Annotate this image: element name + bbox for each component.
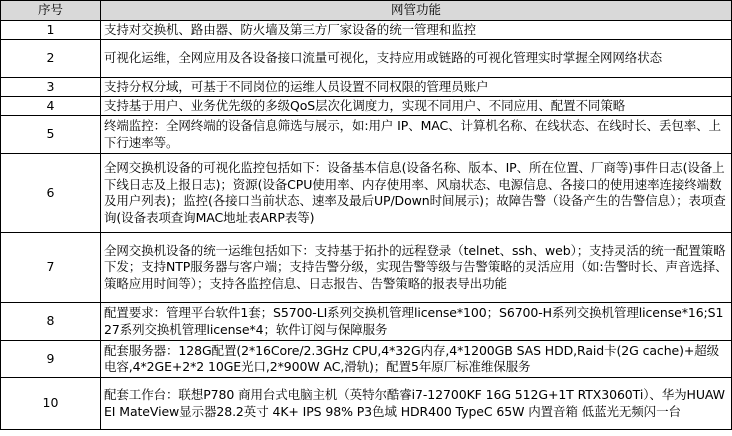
row-number: 8 bbox=[1, 303, 101, 341]
function-text: 配套服务器：128G配置(2*16Core/2.3GHz CPU,4*32G内存,4*1200GB SAS HDD,Raid卡(2G cache)+超级电容,4*2GE+2*2 10GE光口,2*900W AC,滑轨)；配置5年原厂标准维保服务 bbox=[104, 342, 720, 374]
function-text: 全网交换机设备的可视化监控包括如下：设备基本信息(设备名称、版本、IP、所在位置、厂商等)事件日志(设备上下线日志及上报日志)；资源(设备CPU使用率、内存使用率、风扇状态、电源信息、各接口的使用速率连接终端数及用户列表)；监控(各接口当前状态、速率及最后UP/Down时间展示)；故障告警（设备产生的告警信息）；表项查询(设备表项查询MAC地址表ARP表等) bbox=[104, 160, 726, 225]
function-text: 可视化运维，全网应用及各设备接口流量可视化，支持应用或链路的可视化管理实时掌握全网网络状态 bbox=[104, 50, 663, 66]
row-number: 2 bbox=[1, 40, 101, 78]
row-function-text bbox=[101, 21, 732, 40]
function-text: 支持分权分域，可基于不同岗位的运维人员设置不同权限的管理员账户 bbox=[104, 78, 489, 94]
row-function-text bbox=[101, 78, 732, 97]
function-text: 终端监控：全网终端的设备信息筛选与展示，如:用户 IP、MAC、计算机名称、在线状态、在线时长、丢包率、上下行速率等。 bbox=[104, 118, 721, 150]
row-number: 9 bbox=[1, 341, 101, 378]
table-row bbox=[1, 341, 732, 378]
table-row bbox=[1, 116, 732, 154]
table-row bbox=[1, 40, 732, 78]
function-text: 支持基于用户、业务优先级的多级QoS层次化调度力，实现不同用户、不同应用、配置不同策略 bbox=[104, 97, 626, 113]
row-function-text bbox=[101, 378, 732, 430]
table-row bbox=[1, 303, 732, 341]
row-number: 5 bbox=[1, 116, 101, 154]
row-number: 4 bbox=[1, 97, 101, 116]
header-network-function: 网管功能 bbox=[101, 1, 732, 21]
row-function-text bbox=[101, 154, 732, 233]
function-text: 配置要求：管理平台软件1套；S5700-LI系列交换机管理license*100；S6700-H系列交换机管理license*16;S127系列交换机管理license*4；软件订阅与保障服务 bbox=[104, 305, 724, 337]
table-row bbox=[1, 233, 732, 303]
table-row bbox=[1, 21, 732, 40]
header-serial-number: 序号 bbox=[1, 1, 101, 21]
table-header-row bbox=[1, 1, 732, 21]
row-number: 1 bbox=[1, 21, 101, 40]
row-number: 7 bbox=[1, 233, 101, 303]
function-text: 配套工作台：联想P780 商用台式电脑主机（英特尔酷睿i7-12700KF 16G 512G+1T RTX3060Ti）、华为HUAWEI MateView显示器28.2英寸 4K+ IPS 98% P3色域 HDR400 TypeC 65W 内置音箱 低蓝光无频闪一台 bbox=[104, 387, 725, 419]
row-function-text bbox=[101, 303, 732, 341]
table-row bbox=[1, 378, 732, 430]
function-text: 全网交换机设备的统一运维包括如下：支持基于拓扑的远程登录（telnet、ssh、web）；支持灵活的统一配置策略下发；支持NTP服务器与客户端；支持告警分级，实现告警等级与告警策略的灵活应用（如:告警时长、声音选择、策略应用时间等）；支持各监控信息、日志报告、告警策略的报表导出功能 bbox=[104, 242, 728, 291]
row-function-text bbox=[101, 233, 732, 303]
row-number: 3 bbox=[1, 78, 101, 97]
table-row bbox=[1, 78, 732, 97]
row-function-text bbox=[101, 40, 732, 78]
function-text: 支持对交换机、路由器、防火墙及第三方厂家设备的统一管理和监控 bbox=[104, 21, 477, 37]
table-row bbox=[1, 154, 732, 233]
row-function-text bbox=[101, 341, 732, 378]
row-function-text bbox=[101, 97, 732, 116]
row-number: 6 bbox=[1, 154, 101, 233]
table-row bbox=[1, 97, 732, 116]
row-function-text bbox=[101, 116, 732, 154]
row-number: 10 bbox=[1, 378, 101, 430]
